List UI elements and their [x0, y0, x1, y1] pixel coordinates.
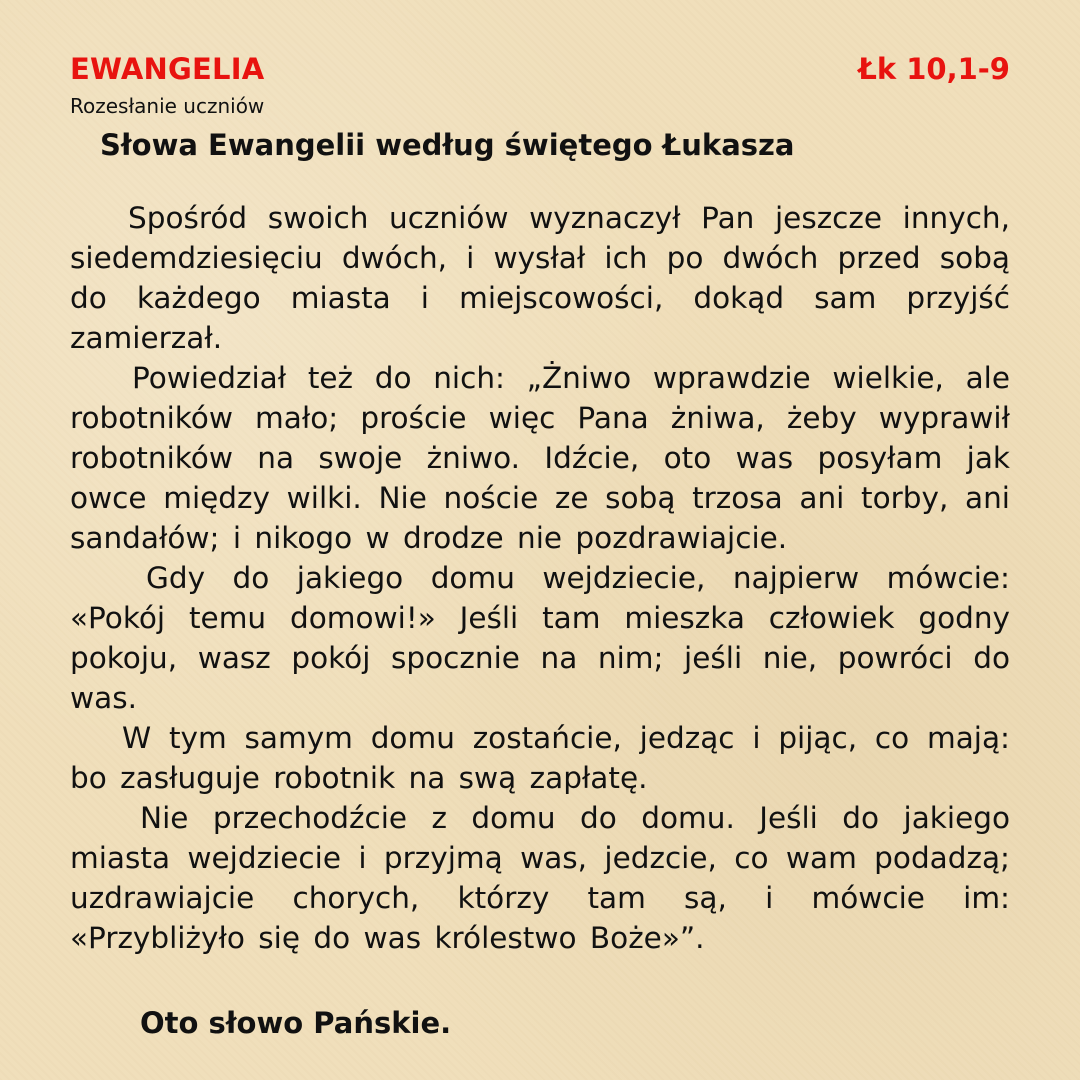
- paragraph: [70, 198, 1010, 358]
- scripture-reference: Łk 10,1-9: [858, 52, 1010, 86]
- paragraph-text: Powiedział też do nich: „Żniwo wprawdzie wielkie, ale robotników mało; proście więc Pana żniwa, żeby wyprawił robotników na swoje żniwo. Idźcie, oto was posyłam jak owce między wilki. Nie noście ze sobą trzosa ani torby, ani sandałów; i nikogo w drodze nie pozdrawiajcie.: [70, 361, 1010, 555]
- paragraph-text: Spośród swoich uczniów wyznaczył Pan jeszcze innych, siedemdziesięciu dwóch, i wysłał ich po dwóch przed sobą do każdego miasta i miejscowości, dokąd sam przyjść zamierzał.: [70, 201, 1010, 355]
- reading-subtitle: Rozesłanie uczniów: [70, 94, 265, 118]
- paragraph: [70, 718, 1010, 798]
- section-label: EWANGELIA: [70, 52, 265, 86]
- paragraph: [70, 558, 1010, 718]
- paragraph: [70, 358, 1010, 558]
- paragraph-text: W tym samym domu zostańcie, jedząc i pijąc, co mają: bo zasługuje robotnik na swą zapłatę.: [70, 721, 1010, 795]
- closing-acclamation: Oto słowo Pańskie.: [140, 1006, 452, 1040]
- header-row: [70, 52, 1010, 92]
- reading-body: [70, 198, 1010, 958]
- gospel-reading: [70, 52, 1010, 1040]
- paragraph-text: Gdy do jakiego domu wejdziecie, najpierw mówcie: «Pokój temu domowi!» Jeśli tam mieszka człowiek godny pokoju, wasz pokój spocznie na nim; jeśli nie, powróci do was.: [70, 561, 1010, 715]
- reading-intro: Słowa Ewangelii według świętego Łukasza: [100, 128, 795, 162]
- paragraph-text: Nie przechodźcie z domu do domu. Jeśli do jakiego miasta wejdziecie i przyjmą was, jedzcie, co wam podadzą; uzdrawiajcie chorych, którzy tam są, i mówcie im: «Przybliżyło się do was królestwo Boże»”.: [70, 801, 1010, 955]
- paragraph: [70, 798, 1010, 958]
